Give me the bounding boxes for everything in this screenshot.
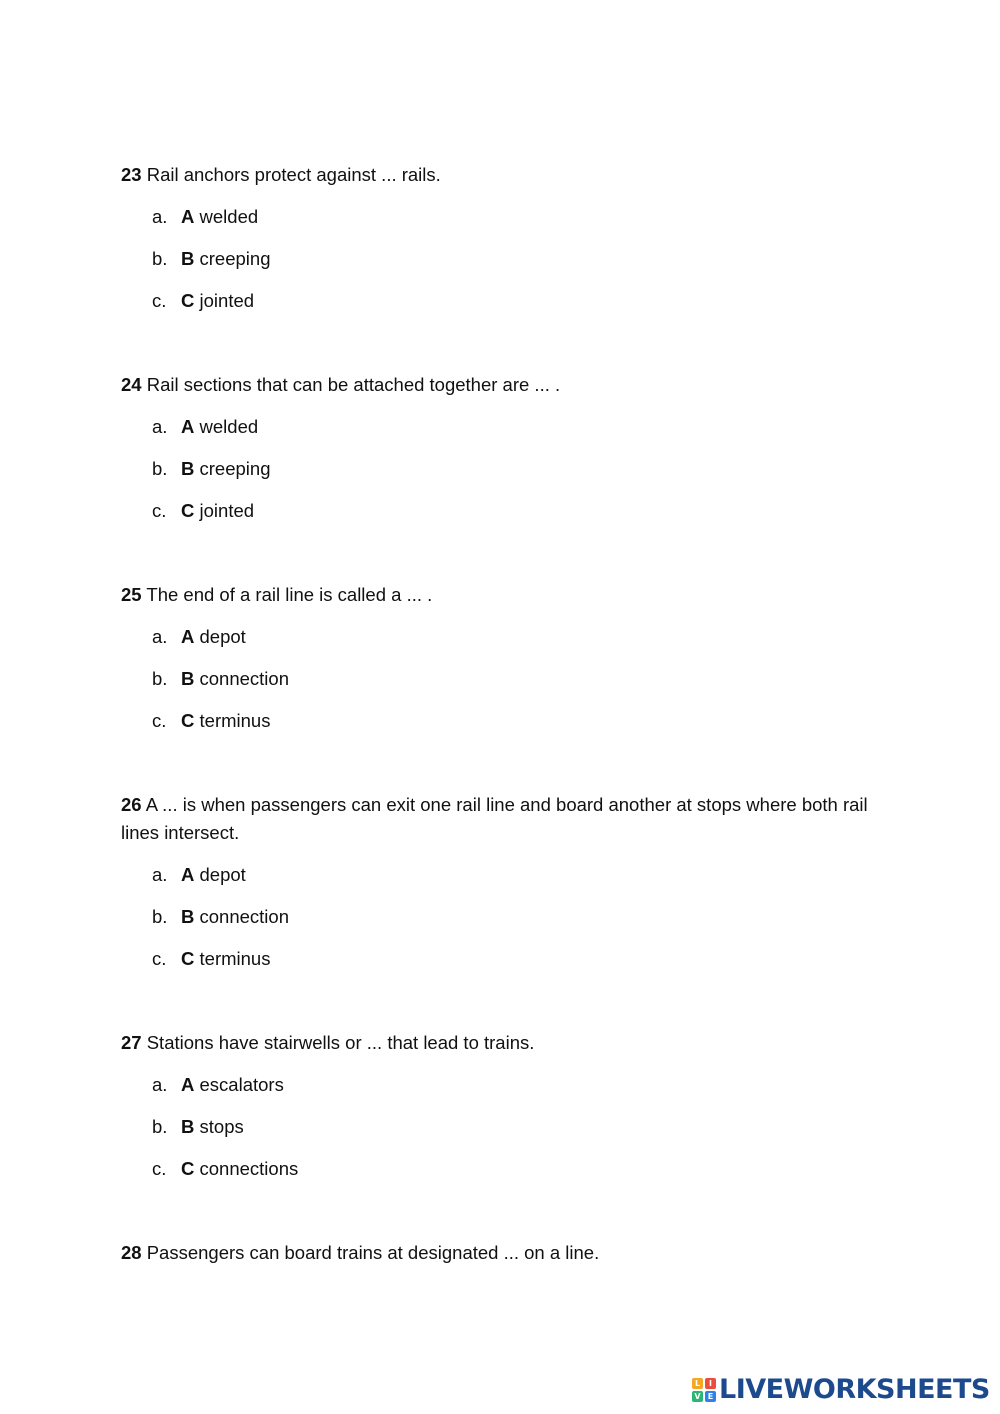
logo-tile: I (705, 1378, 716, 1389)
option-letter: B (181, 458, 195, 479)
option-text: terminus (199, 948, 271, 969)
option-text: creeping (199, 248, 271, 269)
question-stem: Passengers can board trains at designated ... on a line. (146, 1242, 600, 1263)
option-text: escalators (199, 1074, 284, 1095)
option-marker: a. (152, 206, 168, 227)
question-number: 27 (121, 1032, 142, 1053)
question-stem: A ... is when passengers can exit one rail line and board another at stops where both rail lines intersect. (121, 794, 868, 843)
option-text: connection (199, 668, 289, 689)
answer-option-a[interactable] (121, 1071, 881, 1113)
question-text (121, 1239, 881, 1267)
option-letter: C (181, 710, 195, 731)
question-28 (121, 1239, 881, 1267)
answer-option-c[interactable] (121, 707, 881, 749)
option-marker: a. (152, 626, 168, 647)
question-text (121, 581, 881, 609)
option-text: jointed (199, 290, 255, 311)
question-stem: Stations have stairwells or ... that lead to trains. (146, 1032, 535, 1053)
question-text (121, 1029, 881, 1057)
option-marker: c. (152, 290, 167, 311)
logo-tile: V (692, 1391, 703, 1402)
answer-option-b[interactable] (121, 1113, 881, 1155)
answer-option-a[interactable] (121, 623, 881, 665)
question-text (121, 161, 881, 189)
logo-tile: L (692, 1378, 703, 1389)
option-letter: C (181, 500, 195, 521)
answer-options (121, 203, 881, 329)
option-letter: A (181, 206, 195, 227)
option-letter: B (181, 668, 195, 689)
option-letter: B (181, 248, 195, 269)
option-text: jointed (199, 500, 255, 521)
answer-option-c[interactable] (121, 945, 881, 987)
answer-option-b[interactable] (121, 665, 881, 707)
option-letter: A (181, 416, 195, 437)
question-24 (121, 371, 881, 539)
question-text (121, 791, 881, 847)
option-marker: b. (152, 458, 168, 479)
question-23 (121, 161, 881, 329)
option-marker: c. (152, 948, 167, 969)
answer-option-b[interactable] (121, 455, 881, 497)
answer-option-a[interactable] (121, 203, 881, 245)
question-stem: The end of a rail line is called a ... . (146, 584, 433, 605)
option-text: welded (199, 416, 259, 437)
option-text: depot (199, 864, 246, 885)
answer-options (121, 1071, 881, 1197)
question-number: 25 (121, 584, 142, 605)
option-letter: C (181, 948, 195, 969)
option-text: creeping (199, 458, 271, 479)
question-stem: Rail sections that can be attached together are ... . (146, 374, 561, 395)
question-number: 24 (121, 374, 142, 395)
question-number: 23 (121, 164, 142, 185)
answer-option-a[interactable] (121, 861, 881, 903)
option-marker: a. (152, 1074, 168, 1095)
logo-mark-icon (692, 1378, 716, 1402)
question-stem: Rail anchors protect against ... rails. (146, 164, 441, 185)
option-marker: b. (152, 906, 168, 927)
option-letter: B (181, 906, 195, 927)
answer-options (121, 861, 881, 987)
question-number: 26 (121, 794, 142, 815)
option-marker: c. (152, 710, 167, 731)
option-marker: b. (152, 1116, 168, 1137)
option-marker: a. (152, 864, 168, 885)
option-text: stops (199, 1116, 244, 1137)
logo-text: LIVEWORKSHEETS (719, 1374, 990, 1405)
option-letter: A (181, 626, 195, 647)
answer-options (121, 623, 881, 749)
option-letter: C (181, 1158, 195, 1179)
option-text: depot (199, 626, 246, 647)
option-marker: c. (152, 500, 167, 521)
answer-options (121, 413, 881, 539)
answer-option-c[interactable] (121, 497, 881, 539)
question-text (121, 371, 881, 399)
answer-option-c[interactable] (121, 1155, 881, 1197)
option-marker: b. (152, 248, 168, 269)
option-letter: A (181, 864, 195, 885)
question-number: 28 (121, 1242, 142, 1263)
option-text: connections (199, 1158, 299, 1179)
option-letter: A (181, 1074, 195, 1095)
option-marker: b. (152, 668, 168, 689)
answer-option-c[interactable] (121, 287, 881, 329)
answer-option-a[interactable] (121, 413, 881, 455)
question-25 (121, 581, 881, 749)
option-marker: c. (152, 1158, 167, 1179)
option-text: welded (199, 206, 259, 227)
option-marker: a. (152, 416, 168, 437)
question-26 (121, 791, 881, 987)
option-letter: B (181, 1116, 195, 1137)
answer-option-b[interactable] (121, 245, 881, 287)
logo-tile: E (705, 1391, 716, 1402)
question-27 (121, 1029, 881, 1197)
option-letter: C (181, 290, 195, 311)
answer-option-b[interactable] (121, 903, 881, 945)
option-text: terminus (199, 710, 271, 731)
liveworksheets-logo (692, 1374, 990, 1406)
option-text: connection (199, 906, 289, 927)
